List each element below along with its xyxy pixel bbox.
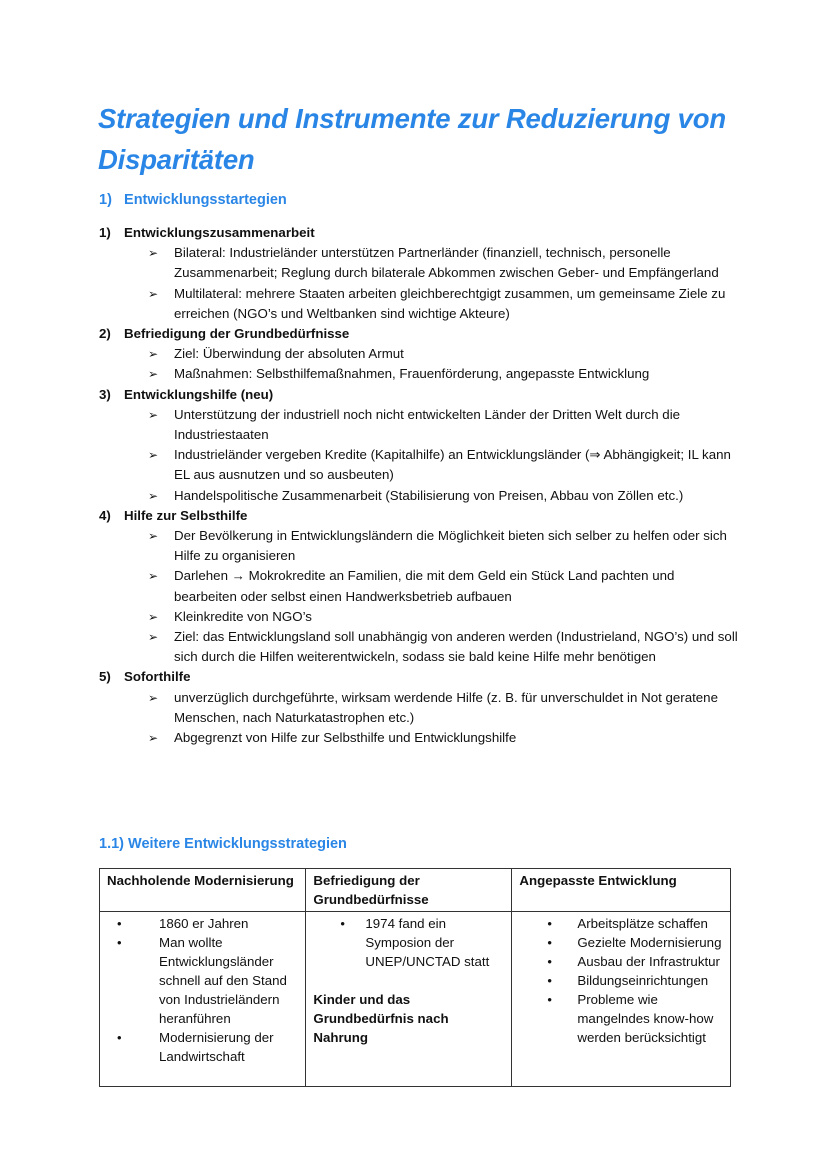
arrow-bullet-icon: ➢ (148, 529, 159, 544)
list-item (519, 952, 724, 971)
list-item (313, 914, 505, 971)
list-item-text: 1974 fand ein Symposion der UNEP/UNCTAD statt (365, 916, 490, 969)
dot-bullet-icon: • (117, 1030, 122, 1045)
outline-section-heading (99, 324, 739, 344)
list-item-text: Kleinkredite von NGO’s (174, 608, 312, 624)
list-item-text: Bilateral: Industrieländer unterstützen Partnerländer (finanziell, technisch, personelle Zusammenarbeit; Reglung durch bilaterale Abkommen zwischen Geber- und Empfängerland (174, 245, 719, 281)
arrow-bullet-icon: ➢ (148, 609, 159, 624)
outline-section (99, 385, 739, 506)
arrow-bullet-icon: ➢ (148, 367, 159, 382)
list-item (99, 607, 739, 627)
list-item-text: Abgegrenzt von Hilfe zur Selbsthilfe und Entwicklungshilfe (174, 730, 517, 746)
table-row (100, 912, 731, 1087)
outline-label: Befriedigung der Grundbedürfnisse (124, 326, 350, 342)
dot-bullet-icon: • (547, 935, 552, 950)
list-item (99, 364, 739, 384)
arrow-bullet-icon: ➢ (148, 731, 159, 746)
arrow-bullet-icon: ➢ (148, 347, 159, 362)
page-title: Strategien und Instrumente zur Reduzierung von Disparitäten (98, 103, 726, 175)
list-item-text: Modernisierung der Landwirtschaft (159, 1030, 274, 1064)
column-header: Nachholende Modernisierung (100, 869, 306, 912)
list-item (107, 933, 299, 1028)
outline-section-heading (99, 223, 739, 243)
strategy-outline (99, 223, 739, 748)
list-item (99, 486, 739, 506)
list-item (107, 1028, 299, 1066)
list-item-text: Ausbau der Infrastruktur (577, 954, 720, 969)
outline-number: 1) (99, 225, 111, 240)
dot-bullet-icon: • (547, 916, 552, 931)
strategies-table (99, 868, 731, 1087)
list-item (519, 914, 724, 933)
list-item (99, 627, 739, 667)
outline-section (99, 324, 739, 385)
list-item-text: Multilateral: mehrere Staaten arbeiten gleichberechtgigt zusammen, um gemeinsame Ziele zu erreichen (NGO’s und Weltbanken sind wichtige Akteure) (174, 285, 726, 321)
list-item-text: Ziel: Überwindung der absoluten Armut (174, 346, 404, 362)
dot-bullet-icon: • (117, 916, 122, 931)
list-item (99, 566, 739, 606)
outline-section (99, 506, 739, 668)
cell-bullet-list (519, 914, 724, 1047)
section-heading-weitere-strategien: 1.1) Weitere Entwicklungsstrategien (99, 836, 347, 852)
list-item-text: Man wollte Entwicklungsländer schnell auf den Stand von Industrieländern heranführen (159, 935, 287, 1026)
outline-label: Entwicklungszusammenarbeit (124, 225, 315, 240)
outline-number: 5) (99, 669, 111, 685)
dot-bullet-icon: • (547, 973, 552, 988)
outline-label: Soforthilfe (124, 669, 191, 685)
arrow-bullet-icon: ➢ (148, 246, 159, 261)
outline-section (99, 223, 739, 324)
list-item (519, 933, 724, 952)
list-item (99, 445, 739, 485)
table-header-row (100, 869, 731, 912)
list-item-text: Unterstützung der industriell noch nicht entwickelten Länder der Dritten Welt durch die Industriestaaten (174, 406, 681, 443)
bullet-list (99, 405, 739, 506)
list-item-text: Gezielte Modernisierung (577, 935, 722, 950)
list-item (99, 284, 739, 324)
list-item-text: Probleme wie mangelndes know-how werden berücksichtigt (577, 992, 714, 1045)
list-item (99, 243, 739, 283)
list-item (519, 971, 724, 990)
list-item-text: Handelspolitische Zusammenarbeit (Stabilisierung von Preisen, Abbau von Zöllen etc.) (174, 487, 684, 503)
cell-bullet-list (313, 914, 505, 971)
outline-section-heading (99, 506, 739, 526)
arrow-bullet-icon: ➢ (148, 690, 159, 705)
section-number: 1) (99, 192, 112, 208)
list-item (99, 344, 739, 364)
arrow-bullet-icon: ➢ (148, 488, 159, 503)
list-item-text: Industrieländer vergeben Kredite (Kapitalhilfe) an Entwicklungsländer (⇒ Abhängigkeit; IL kann EL aus ausnutzen und so ausbeuten) (174, 447, 731, 483)
column-header: Angepasste Entwicklung (512, 869, 731, 912)
list-item-text: Bildungseinrichtungen (577, 973, 709, 988)
list-item-text: Der Bevölkerung in Entwicklungsländern die Möglichkeit bieten sich selber zu helfen oder sich Hilfe zu organisieren (174, 528, 727, 564)
bullet-list (99, 688, 739, 749)
arrow-bullet-icon: ➢ (148, 569, 159, 584)
section-label: Entwicklungsstartegien (124, 192, 287, 208)
list-item-text: Maßnahmen: Selbsthilfemaßnahmen, Frauenförderung, angepasste Entwicklung (174, 366, 650, 382)
list-item (99, 526, 739, 566)
list-item (519, 990, 724, 1047)
outline-number: 3) (99, 386, 111, 402)
outline-section (99, 667, 739, 748)
outline-section-heading (99, 667, 739, 687)
list-item (107, 914, 299, 933)
outline-number: 4) (99, 507, 111, 523)
arrow-bullet-icon: ➢ (148, 630, 159, 645)
outline-section-heading (99, 385, 739, 405)
list-item-text: Ziel: das Entwicklungsland soll unabhängig von anderen werden (Industrieland, NGO’s) und soll sich durch die Hilfen weiterentwickeln, sodass sie bald keine Hilfe mehr benötigen (174, 629, 738, 665)
dot-bullet-icon: • (117, 935, 122, 950)
outline-label: Entwicklungshilfe (neu) (124, 386, 274, 402)
list-item-text: 1860 er Jahren (159, 916, 249, 931)
dot-bullet-icon: • (547, 954, 552, 969)
arrow-bullet-icon: ➢ (148, 407, 159, 422)
section-heading-entwicklungsstrategien (99, 192, 287, 208)
dot-bullet-icon: • (340, 916, 345, 931)
outline-label: Hilfe zur Selbsthilfe (124, 507, 248, 523)
bullet-list (99, 526, 739, 667)
column-header: Befriedigung der Grundbedürfnisse (306, 869, 512, 912)
list-item-text: unverzüglich durchgeführte, wirksam werdende Hilfe (z. B. für unverschuldet in Not geratene Menschen, nach Naturkatastrophen etc.) (174, 689, 718, 725)
arrow-bullet-icon: ➢ (148, 286, 159, 301)
bullet-list (99, 344, 739, 384)
list-item (99, 728, 739, 748)
table-cell (512, 912, 731, 1087)
list-item-text: Darlehen → Mokrokredite an Familien, die mit dem Geld ein Stück Land pachten und bearbeiten oder selbst einen Handwerksbetrieb aufbauen (174, 568, 675, 604)
list-item-text: Arbeitsplätze schaffen (577, 916, 708, 931)
outline-number: 2) (99, 326, 111, 342)
dot-bullet-icon: • (547, 992, 552, 1007)
table-cell (100, 912, 306, 1087)
bullet-list (99, 243, 739, 324)
list-item (99, 688, 739, 728)
cell-bullet-list (107, 914, 299, 1066)
arrow-bullet-icon: ➢ (148, 448, 159, 463)
cell-note: Kinder und das Grundbedürfnis nach Nahrung (313, 992, 449, 1045)
table-cell (306, 912, 512, 1087)
list-item (99, 405, 739, 445)
